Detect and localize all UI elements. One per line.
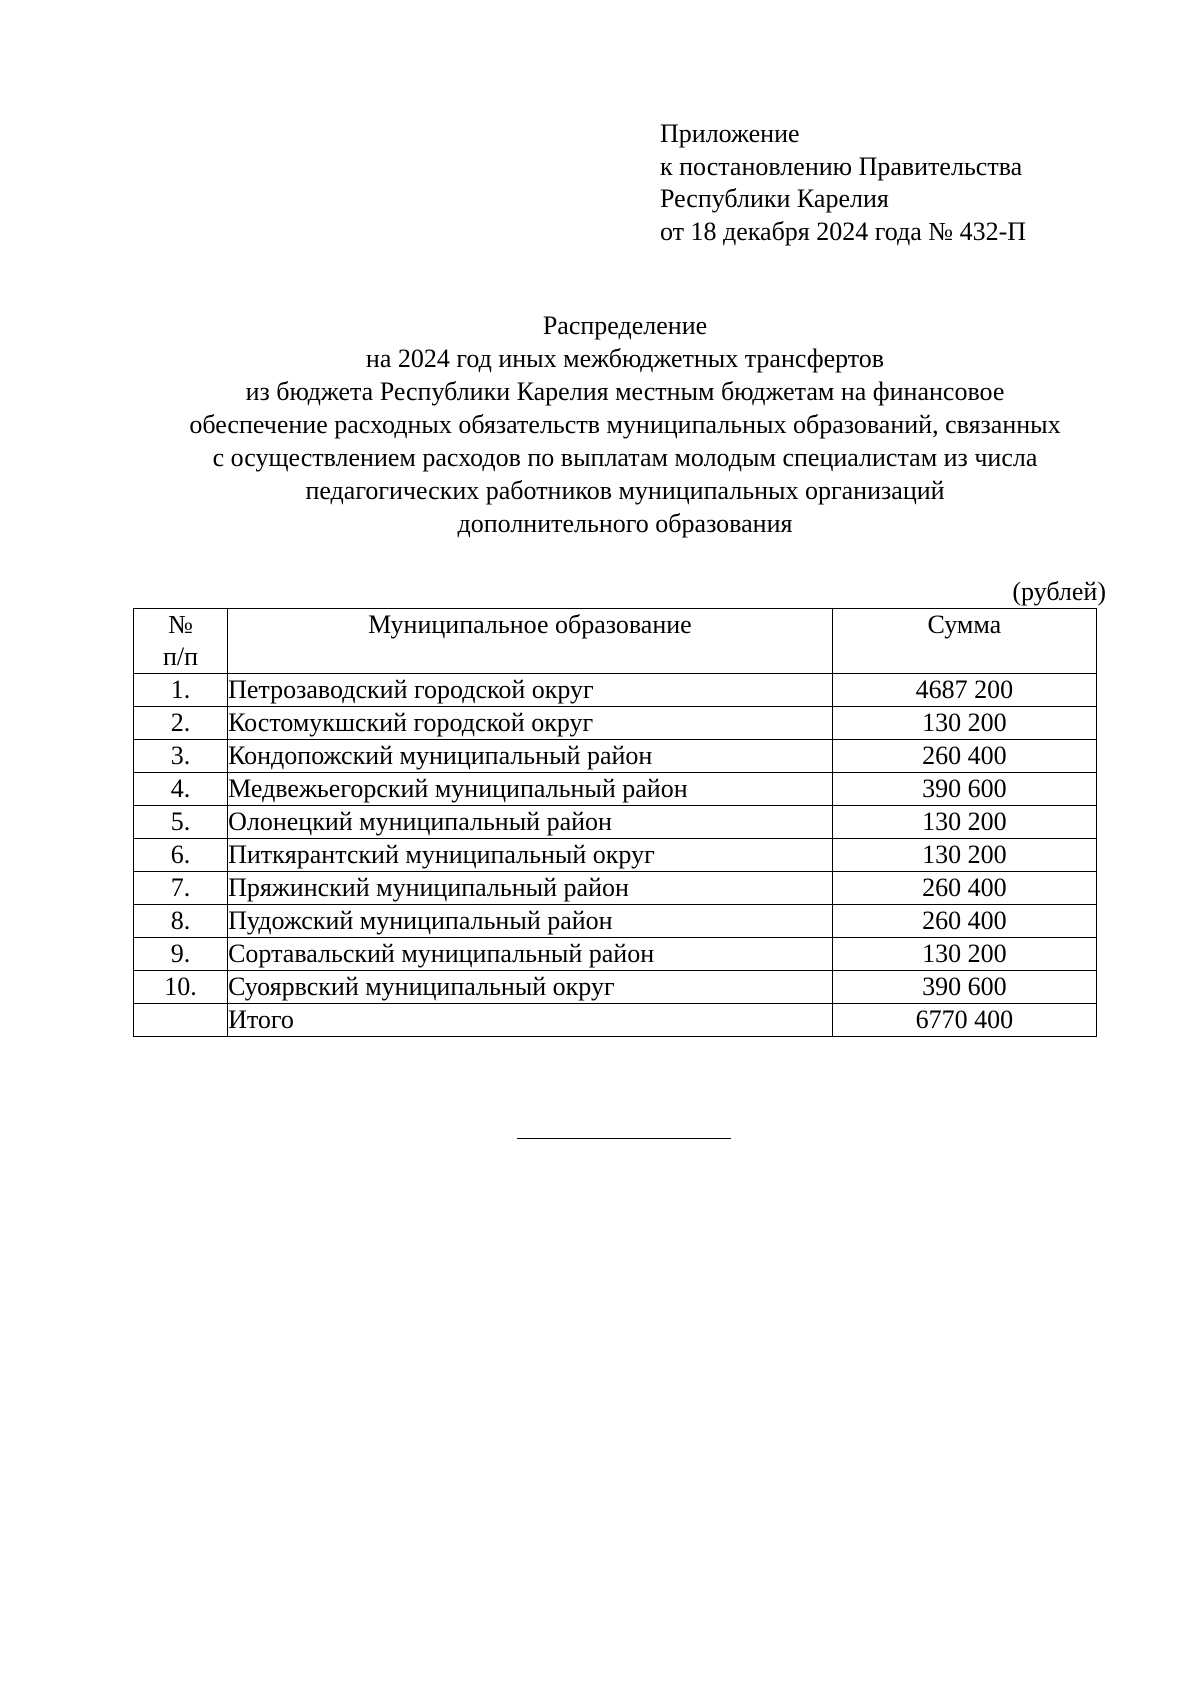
title-line: дополнительного образования — [457, 509, 793, 538]
row-sum: 130 200 — [832, 707, 1096, 740]
title-line: из бюджета Республики Карелия местным бюджетам на финансовое — [245, 377, 1005, 406]
table-row — [134, 905, 1097, 938]
row-sum: 390 600 — [832, 971, 1096, 1004]
row-municipality: Кондопожский муниципальный район — [228, 740, 833, 773]
row-number: 10. — [134, 971, 228, 1004]
table-total-row — [134, 1004, 1097, 1037]
row-municipality: Сортавальский муниципальный район — [228, 938, 833, 971]
row-sum: 260 400 — [832, 740, 1096, 773]
table-row — [134, 740, 1097, 773]
row-sum: 130 200 — [832, 839, 1096, 872]
row-number: 8. — [134, 905, 228, 938]
table-row — [134, 707, 1097, 740]
header-number-symbol: № — [168, 610, 193, 639]
row-municipality: Костомукшский городской округ — [228, 707, 833, 740]
title-line: на 2024 год иных межбюджетных трансфертов — [365, 344, 885, 373]
row-municipality: Олонецкий муниципальный район — [228, 806, 833, 839]
table-row — [134, 971, 1097, 1004]
table-row — [134, 938, 1097, 971]
table-row — [134, 674, 1097, 707]
table-row — [134, 839, 1097, 872]
row-number: 1. — [134, 674, 228, 707]
row-number: 2. — [134, 707, 228, 740]
title-line: Распределение — [542, 311, 708, 340]
row-number: 4. — [134, 773, 228, 806]
document-title — [100, 310, 1150, 541]
appendix-block — [660, 118, 1160, 248]
appendix-date-number: от 18 декабря 2024 года № 432-П — [660, 216, 1027, 246]
appendix-government: Республики Карелия — [660, 184, 889, 213]
header-sum: Сумма — [832, 609, 1096, 674]
title-line: обеспечение расходных обязательств муниципальных образований, связанных — [189, 410, 1061, 439]
row-sum: 390 600 — [832, 773, 1096, 806]
row-sum: 130 200 — [832, 938, 1096, 971]
row-number: 9. — [134, 938, 228, 971]
row-sum: 130 200 — [832, 806, 1096, 839]
end-divider-line — [517, 1138, 731, 1139]
total-number — [134, 1004, 228, 1037]
appendix-resolution-ref: к постановлению Правительства — [660, 151, 1023, 181]
row-sum: 260 400 — [832, 905, 1096, 938]
row-sum: 4687 200 — [832, 674, 1096, 707]
table-row — [134, 773, 1097, 806]
row-municipality: Пудожский муниципальный район — [228, 905, 833, 938]
row-municipality: Питкярантский муниципальный округ — [228, 839, 833, 872]
row-number: 3. — [134, 740, 228, 773]
title-line: с осуществлением расходов по выплатам молодым специалистам из числа — [212, 443, 1038, 472]
row-sum: 260 400 — [832, 872, 1096, 905]
row-number: 6. — [134, 839, 228, 872]
table-header-row — [134, 609, 1097, 674]
header-number — [134, 609, 228, 674]
total-label: Итого — [228, 1004, 833, 1037]
table-row — [134, 872, 1097, 905]
header-number-abbr: п/п — [163, 642, 199, 671]
row-municipality: Петрозаводский городской округ — [228, 674, 833, 707]
row-municipality: Медвежьегорский муниципальный район — [228, 773, 833, 806]
appendix-label: Приложение — [660, 119, 800, 148]
table-row — [134, 806, 1097, 839]
title-line: педагогических работников муниципальных организаций — [305, 476, 945, 505]
row-municipality: Пряжинский муниципальный район — [228, 872, 833, 905]
distribution-table — [133, 608, 1097, 1037]
header-municipality: Муниципальное образование — [228, 609, 833, 674]
row-number: 7. — [134, 872, 228, 905]
units-label: (рублей) — [1012, 577, 1106, 606]
row-number: 5. — [134, 806, 228, 839]
row-municipality: Суоярвский муниципальный округ — [228, 971, 833, 1004]
total-sum: 6770 400 — [832, 1004, 1096, 1037]
